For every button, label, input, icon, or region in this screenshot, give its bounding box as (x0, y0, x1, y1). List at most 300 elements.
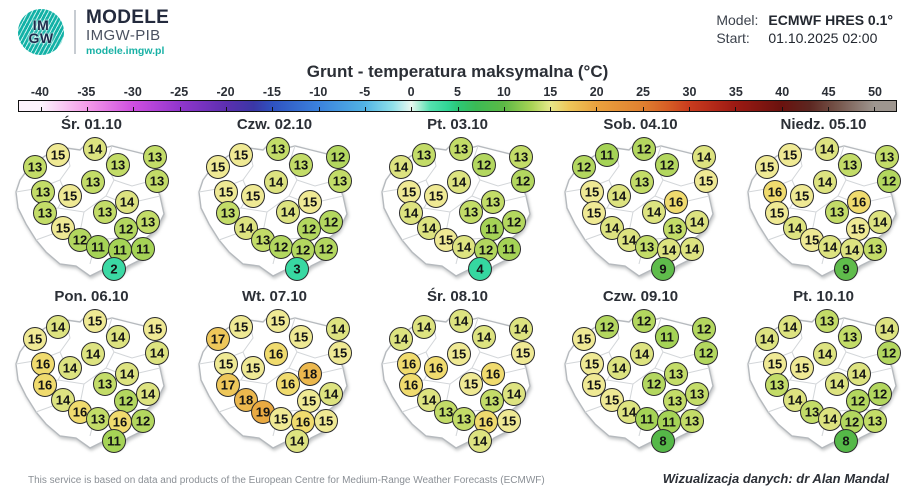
temperature-value: 13 (293, 157, 309, 173)
temperature-value: 15 (804, 232, 820, 248)
brand-url-link[interactable]: modele.imgw.pl (86, 44, 165, 57)
temperature-value: 15 (332, 345, 348, 361)
temperature-value: 13 (804, 404, 820, 420)
station-marker (137, 211, 160, 234)
temperature-value: 11 (640, 411, 654, 427)
station-marker (848, 363, 871, 386)
colorbar-tick-label: 10 (496, 85, 511, 99)
temperature-value: 14 (696, 149, 712, 165)
station-marker (512, 342, 535, 365)
temperature-value: 12 (295, 242, 311, 258)
station-marker (400, 374, 423, 397)
station-marker (132, 238, 155, 261)
station-marker (481, 218, 504, 241)
temperature-value: 14 (621, 404, 637, 420)
station-marker (652, 430, 675, 453)
temperature-value: 15 (463, 376, 479, 392)
station-marker (686, 383, 709, 406)
temperature-value: 14 (822, 239, 838, 255)
temperature-value: 14 (87, 141, 103, 157)
temperature-value: 19 (255, 404, 271, 420)
temperature-value: 15 (515, 345, 531, 361)
station-marker (448, 343, 471, 366)
colorbar-tickmark (87, 107, 88, 111)
temperature-value: 12 (301, 221, 317, 237)
colorbar-tick-label: -30 (123, 85, 142, 99)
station-marker (864, 410, 887, 433)
forecast-map-tile (732, 286, 915, 458)
temperature-value: 13 (35, 184, 51, 200)
temperature-value: 13 (220, 205, 236, 221)
temperature-value: 14 (330, 321, 346, 337)
temperature-value: 12 (515, 173, 531, 189)
temperature-value: 13 (513, 149, 529, 165)
station-marker (835, 258, 858, 281)
temperature-value: 15 (576, 331, 592, 347)
temperature-value: 15 (293, 329, 309, 345)
temperature-value: 14 (689, 214, 705, 230)
station-marker (265, 343, 288, 366)
station-marker (791, 185, 814, 208)
temperature-value: 11 (662, 414, 676, 430)
temperature-value: 13 (110, 157, 126, 173)
station-marker (469, 258, 492, 281)
station-marker (47, 316, 70, 339)
temperature-value: 15 (401, 184, 417, 200)
temperature-value: 13 (97, 204, 113, 220)
station-marker (230, 316, 253, 339)
station-marker (390, 328, 413, 351)
temperature-value: 15 (586, 377, 602, 393)
temperature-value: 14 (393, 331, 409, 347)
temperature-value: 13 (453, 141, 469, 157)
poland-map (183, 308, 366, 458)
station-marker (756, 156, 779, 179)
temperature-value: 11 (113, 242, 127, 258)
station-marker (596, 316, 619, 339)
poland-map (549, 136, 732, 286)
colorbar-tick-label: -5 (359, 85, 371, 99)
station-marker (230, 144, 253, 167)
map-day-label: Pon. 06.10 (54, 288, 129, 305)
station-marker (329, 170, 352, 193)
temperature-value: 14 (782, 319, 798, 335)
temperature-value: 12 (72, 232, 88, 248)
temperature-value: 14 (416, 319, 432, 335)
temperature-value: 14 (289, 433, 305, 449)
colorbar-tick-label: 15 (543, 85, 558, 99)
temperature-value: 11 (660, 329, 674, 345)
temperature-value: 17 (220, 377, 236, 393)
temperature-value: 14 (119, 366, 135, 382)
start-label: Start: (716, 30, 750, 46)
station-marker (656, 326, 679, 349)
temperature-value: 15 (769, 205, 785, 221)
temperature-value: 11 (107, 433, 121, 449)
station-marker (146, 342, 169, 365)
station-marker (826, 201, 849, 224)
station-marker (869, 383, 892, 406)
station-marker (482, 191, 505, 214)
station-marker (450, 138, 473, 161)
station-marker (664, 218, 687, 241)
station-marker (503, 383, 526, 406)
temperature-value: 14 (451, 174, 467, 190)
temperature-value: 14 (646, 204, 662, 220)
temperature-value: 18 (238, 392, 254, 408)
station-marker (32, 353, 55, 376)
station-marker (835, 430, 858, 453)
temperature-value: 13 (438, 404, 454, 420)
temperature-value: 8 (659, 433, 667, 449)
colorbar-tick-label: 0 (407, 85, 415, 99)
station-marker (132, 410, 155, 433)
temperature-value: 15 (604, 392, 620, 408)
temperature-value: 15 (451, 346, 467, 362)
poland-map (732, 136, 915, 286)
colorbar-tickmark (735, 107, 736, 111)
station-marker (686, 211, 709, 234)
station-marker (94, 201, 117, 224)
station-marker (215, 353, 238, 376)
colorbar-tickmark (133, 107, 134, 111)
colorbar-tickmark (643, 107, 644, 111)
station-marker (681, 238, 704, 261)
temperature-value: 13 (484, 393, 500, 409)
temperature-value: 12 (135, 413, 151, 429)
colorbar-tickmark (365, 107, 366, 111)
poland-map (183, 136, 366, 286)
temperature-value: 13 (140, 214, 156, 230)
temperature-value: 14 (513, 321, 529, 337)
station-marker (847, 218, 870, 241)
temperature-value: 15 (27, 331, 43, 347)
station-marker (286, 258, 309, 281)
station-marker (656, 154, 679, 177)
temperature-value: 12 (476, 157, 492, 173)
colorbar-tick-label: 35 (728, 85, 743, 99)
station-marker (636, 236, 659, 259)
colorbar-tick-label: -15 (262, 85, 281, 99)
temperature-value: 17 (210, 331, 226, 347)
temperature-value: 13 (689, 386, 705, 402)
temperature-value: 15 (87, 313, 103, 329)
temperature-value: 13 (639, 239, 655, 255)
temperature-value: 14 (472, 433, 488, 449)
station-marker (643, 373, 666, 396)
station-marker (315, 238, 338, 261)
forecast-map-tile (549, 114, 732, 286)
station-marker (115, 390, 138, 413)
map-day-label: Śr. 08.10 (427, 288, 488, 305)
temperature-value: 15 (501, 413, 517, 429)
station-marker (270, 236, 293, 259)
model-value: ECMWF HRES 0.1° (768, 12, 893, 28)
temperature-value: 15 (301, 393, 317, 409)
station-marker (876, 146, 899, 169)
station-marker (839, 326, 862, 349)
station-marker (453, 408, 476, 431)
station-marker (596, 144, 619, 167)
temperature-value: 12 (636, 141, 652, 157)
temperature-value: 13 (867, 241, 883, 257)
temperature-value: 14 (684, 241, 700, 257)
forecast-map-tile (183, 114, 366, 286)
station-marker (34, 202, 57, 225)
temperature-value: 14 (55, 392, 71, 408)
colorbar-tickmark (226, 107, 227, 111)
brand-divider (74, 10, 76, 54)
temperature-value: 15 (767, 356, 783, 372)
temperature-value: 16 (112, 414, 128, 430)
temperature-value: 13 (842, 157, 858, 173)
station-marker (398, 353, 421, 376)
temperature-value: 14 (323, 386, 339, 402)
temperature-value: 14 (140, 386, 156, 402)
temperature-value: 13 (684, 413, 700, 429)
temperature-value: 15 (218, 356, 234, 372)
station-marker (413, 316, 436, 339)
station-marker (631, 343, 654, 366)
station-marker (819, 236, 842, 259)
station-marker (693, 318, 716, 341)
temperature-value: 14 (403, 205, 419, 221)
temperature-value: 15 (759, 159, 775, 175)
temperature-value: 13 (829, 204, 845, 220)
colorbar-tick-label: 20 (589, 85, 604, 99)
station-marker (664, 390, 687, 413)
temperature-value: 14 (119, 194, 135, 210)
station-marker (327, 318, 350, 341)
station-marker (473, 154, 496, 177)
temperature-value: 12 (118, 221, 134, 237)
temperature-value: 12 (659, 157, 675, 173)
station-marker (848, 191, 871, 214)
station-marker (242, 357, 265, 380)
temperature-value: 15 (147, 321, 163, 337)
station-marker (665, 191, 688, 214)
temperature-value: 15 (698, 173, 714, 189)
temperature-value: 14 (85, 346, 101, 362)
temperature-value: 12 (844, 414, 860, 430)
station-marker (107, 326, 130, 349)
temperature-value: 12 (872, 386, 888, 402)
station-marker (693, 146, 716, 169)
station-marker (137, 383, 160, 406)
station-marker (47, 144, 70, 167)
station-marker (320, 211, 343, 234)
brand-subtitle: IMGW-PIB (86, 26, 161, 44)
temperature-value: 14 (759, 331, 775, 347)
station-marker (290, 154, 313, 177)
station-marker (82, 171, 105, 194)
map-day-label: Śr. 01.10 (61, 116, 122, 133)
temperature-value: 16 (485, 366, 501, 382)
visualization-credit: Wizualizacja danych: dr Alan Mandal (662, 471, 889, 486)
station-marker (633, 138, 656, 161)
temperature-value: 13 (416, 147, 432, 163)
temperature-value: 15 (586, 205, 602, 221)
temperature-value: 16 (268, 346, 284, 362)
colorbar-tickmark (596, 107, 597, 111)
temperature-value: 15 (218, 184, 234, 200)
temperature-value: 13 (456, 411, 472, 427)
temperature-value: 15 (584, 356, 600, 372)
station-marker (107, 154, 130, 177)
station-marker (425, 357, 448, 380)
temperature-value: 13 (485, 194, 501, 210)
forecast-map-tile (549, 286, 732, 458)
station-marker (764, 353, 787, 376)
station-marker (573, 156, 596, 179)
station-marker (207, 328, 230, 351)
temperature-value: 13 (667, 221, 683, 237)
station-marker (217, 202, 240, 225)
station-marker (270, 408, 293, 431)
poland-map (366, 308, 549, 458)
temperature-value: 14 (421, 220, 437, 236)
temperature-value: 9 (659, 261, 667, 277)
station-marker (32, 181, 55, 204)
temperature-value: 16 (295, 414, 311, 430)
station-marker (115, 218, 138, 241)
colorbar-tick-labels (18, 85, 897, 100)
station-marker (583, 374, 606, 397)
temperature-value: 13 (667, 393, 683, 409)
colorbar-tick-label: 40 (775, 85, 790, 99)
poland-map (732, 308, 915, 458)
station-marker (398, 181, 421, 204)
temperature-value: 15 (438, 232, 454, 248)
station-marker (819, 408, 842, 431)
station-marker (320, 383, 343, 406)
station-marker (413, 144, 436, 167)
logo-text-top: IM (32, 17, 50, 34)
imgw-logo-icon (18, 9, 64, 55)
temperature-value: 4 (476, 261, 484, 277)
temperature-value: 15 (794, 188, 810, 204)
station-marker (652, 258, 675, 281)
colorbar-tick-label: 45 (821, 85, 836, 99)
temperature-value: 13 (149, 173, 165, 189)
temperature-value: 14 (393, 159, 409, 175)
temperature-value: 16 (668, 194, 684, 210)
station-marker (24, 328, 47, 351)
station-marker (764, 181, 787, 204)
forecast-map-tile (732, 114, 915, 286)
temperature-value: 12 (599, 319, 615, 335)
temperature-value: 3 (293, 261, 301, 277)
temperature-value: 13 (90, 411, 106, 427)
station-marker (390, 156, 413, 179)
forecast-map-tile (0, 286, 183, 458)
station-marker (450, 310, 473, 333)
station-marker (453, 236, 476, 259)
station-marker (779, 144, 802, 167)
station-marker (298, 218, 321, 241)
temperature-value: 15 (245, 360, 261, 376)
station-marker (267, 310, 290, 333)
station-marker (277, 201, 300, 224)
station-marker (482, 363, 505, 386)
temperature-value: 12 (646, 376, 662, 392)
temperature-value: 14 (879, 321, 895, 337)
station-marker (87, 408, 110, 431)
logo-text-bottom: GW (28, 30, 54, 47)
colorbar-tickmark (411, 107, 412, 111)
temperature-value: 11 (136, 241, 150, 257)
station-marker (103, 258, 126, 281)
colorbar (18, 85, 897, 112)
temperature-value: 15 (245, 188, 261, 204)
station-marker (826, 373, 849, 396)
station-marker (315, 410, 338, 433)
temperature-value: 12 (318, 241, 334, 257)
station-marker (695, 170, 718, 193)
station-marker (299, 191, 322, 214)
colorbar-tick-label: 50 (868, 85, 882, 99)
temperature-value: 13 (769, 377, 785, 393)
temperature-value: 12 (506, 214, 522, 230)
temperature-value: 15 (270, 313, 286, 329)
colorbar-tick-label: -35 (77, 85, 96, 99)
start-value: 01.10.2025 02:00 (768, 30, 878, 46)
temperature-value: 14 (604, 220, 620, 236)
temperature-value: 13 (867, 413, 883, 429)
temperature-value: 15 (210, 159, 226, 175)
colorbar-tickmark (782, 107, 783, 111)
temperature-value: 12 (118, 393, 134, 409)
station-marker (839, 154, 862, 177)
colorbar-tick-label: -10 (309, 85, 328, 99)
temperature-value: 14 (634, 346, 650, 362)
model-info (716, 12, 893, 46)
station-marker (633, 310, 656, 333)
station-marker (207, 156, 230, 179)
station-marker (503, 211, 526, 234)
station-marker (779, 316, 802, 339)
station-marker (864, 238, 887, 261)
station-marker (144, 146, 167, 169)
temperature-value: 8 (842, 433, 850, 449)
temperature-value: 15 (782, 147, 798, 163)
temperature-value: 13 (879, 149, 895, 165)
station-marker (608, 185, 631, 208)
station-marker (581, 353, 604, 376)
station-marker (425, 185, 448, 208)
station-marker (814, 343, 837, 366)
temperature-value: 16 (401, 356, 417, 372)
colorbar-tick-label: -25 (170, 85, 189, 99)
temperature-value: 14 (621, 232, 637, 248)
station-marker (643, 201, 666, 224)
temperature-value: 13 (37, 205, 53, 221)
station-marker (814, 171, 837, 194)
station-marker (460, 373, 483, 396)
temperature-value: 15 (62, 188, 78, 204)
station-marker (512, 170, 535, 193)
station-marker (400, 202, 423, 225)
temperature-value: 12 (850, 393, 866, 409)
station-marker (469, 430, 492, 453)
temperature-value: 11 (600, 147, 614, 163)
temperature-value: 12 (273, 239, 289, 255)
temperature-value: 13 (85, 174, 101, 190)
temperature-value: 15 (428, 188, 444, 204)
poland-map (0, 136, 183, 286)
temperature-value: 14 (817, 174, 833, 190)
poland-map (0, 308, 183, 458)
